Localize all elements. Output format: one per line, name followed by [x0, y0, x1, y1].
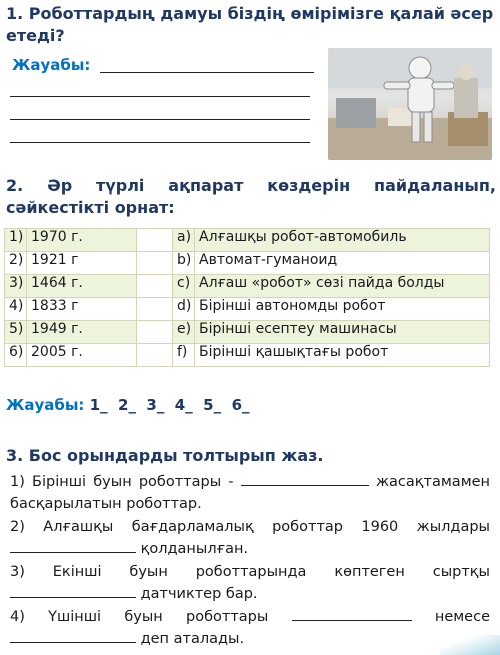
robot-kitchen-photo: [328, 48, 492, 160]
table-row: [5, 275, 490, 298]
row-number: 2): [5, 252, 27, 275]
fill-sentence-2: [10, 516, 490, 560]
answer-line[interactable]: [10, 119, 310, 120]
table-row: [5, 252, 490, 275]
blank-field[interactable]: [10, 538, 136, 553]
year-cell: 2005 г.: [27, 344, 137, 367]
event-cell: Алғаш «робот» сөзі пайда болды: [195, 275, 490, 298]
row-letter: a): [173, 229, 195, 252]
row-number: 5): [5, 321, 27, 344]
blank-field[interactable]: [241, 471, 369, 486]
answer-line[interactable]: [100, 72, 314, 73]
question-2-title: 2. Әр түрлі ақпарат көздерін пайдаланып, сәйкестікті орнат:: [6, 176, 496, 217]
sentence-text: жасақтамамен басқарылатын роботтар.: [10, 474, 491, 512]
question-1-title: 1. Роботтардың дамуы біздің өмірімізге қалай әсер етеді?: [6, 4, 494, 45]
sentence-text: деп аталады.: [140, 631, 245, 647]
year-cell: 1921 г: [27, 252, 137, 275]
event-cell: Алғашқы робот-автомобиль: [195, 229, 490, 252]
sentence-text: қолданылған.: [140, 541, 249, 557]
row-number: 4): [5, 298, 27, 321]
year-cell: 1970 г.: [27, 229, 137, 252]
answer-line[interactable]: [10, 142, 310, 143]
answer-line[interactable]: [10, 96, 310, 97]
sentence-text: немесе: [434, 609, 490, 625]
year-cell: 1464 г.: [27, 275, 137, 298]
sentence-text: 3) Екінші буын роботтарында көптеген сыртқы: [10, 564, 490, 580]
question-3-title: 3. Бос орындарды толтырып жаз.: [6, 446, 324, 465]
sentence-text: датчиктер бар.: [140, 586, 258, 602]
row-letter: b): [173, 252, 195, 275]
row-number: 3): [5, 275, 27, 298]
answer-slots[interactable]: 1_ 2_ 3_ 4_ 5_ 6_: [89, 396, 250, 414]
matching-table: [4, 228, 490, 367]
blank-field[interactable]: [292, 606, 412, 621]
table-row: [5, 344, 490, 367]
question-1-answer-label: Жауабы:: [12, 56, 91, 74]
event-cell: Бірінші автономды робот: [195, 298, 490, 321]
sentence-text: 1) Бірінші буын роботтары -: [10, 474, 234, 490]
blank-field[interactable]: [10, 628, 136, 643]
question-2-answer-label: Жауабы:: [6, 396, 85, 414]
row-number: 6): [5, 344, 27, 367]
question-2-answer: [6, 396, 250, 414]
table-row: [5, 298, 490, 321]
row-number: 1): [5, 229, 27, 252]
fill-sentence-4: [10, 606, 490, 650]
sentence-text: 2) Алғашқы бағдарламалық роботтар 1960 жылдары: [10, 519, 490, 535]
row-letter: f): [173, 344, 195, 367]
sentence-text: 4) Үшінші буын роботтары: [10, 609, 269, 625]
robot-illustration: [328, 48, 492, 160]
row-letter: c): [173, 275, 195, 298]
fill-sentence-3: [10, 561, 490, 605]
year-cell: 1833 г: [27, 298, 137, 321]
fill-sentence-1: [10, 471, 490, 515]
table-row: [5, 321, 490, 344]
year-cell: 1949 г.: [27, 321, 137, 344]
event-cell: Автомат-гуманоид: [195, 252, 490, 275]
event-cell: Бірінші есептеу машинасы: [195, 321, 490, 344]
decorative-corner: [440, 635, 500, 655]
row-letter: e): [173, 321, 195, 344]
row-letter: d): [173, 298, 195, 321]
table-row: [5, 229, 490, 252]
event-cell: Бірінші қашықтағы робот: [195, 344, 490, 367]
blank-field[interactable]: [10, 583, 136, 598]
